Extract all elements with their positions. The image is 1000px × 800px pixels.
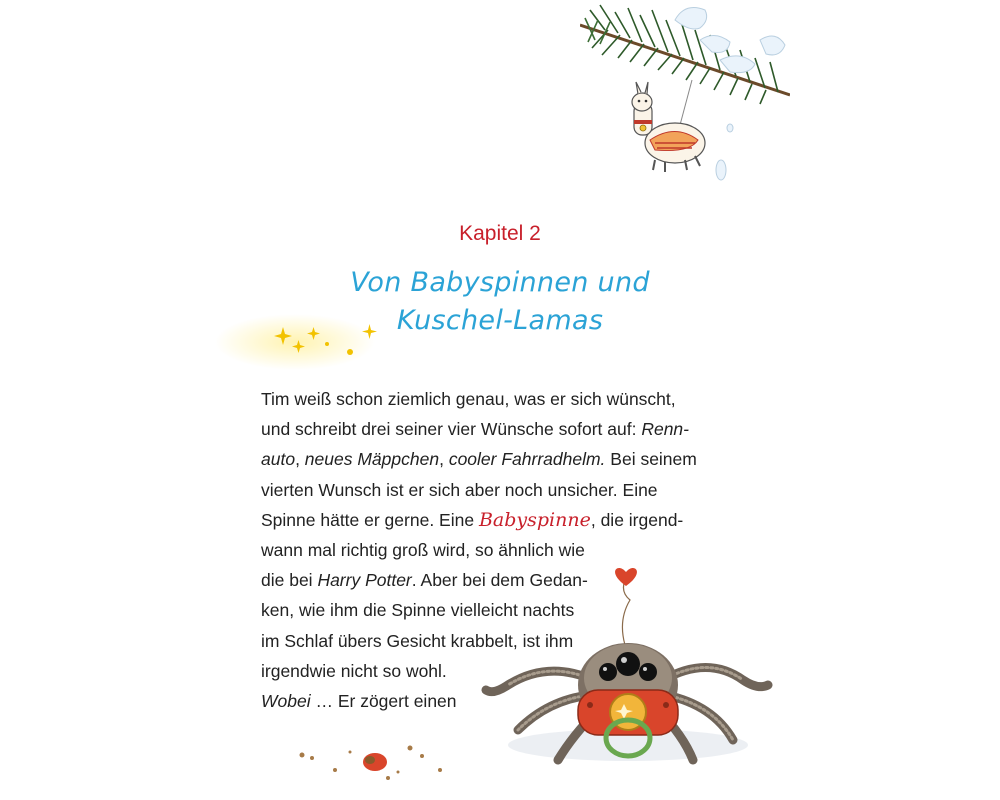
text-span: Bei seinem	[605, 449, 697, 470]
text-span: Spinne hätte er gerne. Eine	[261, 509, 479, 530]
text-span: die bei	[261, 570, 318, 591]
text-span: ken, wie ihm die Spinne vielleicht nachts	[261, 600, 575, 621]
text-line	[261, 505, 697, 535]
crumbs-decoration	[290, 730, 450, 790]
text-span: . Aber bei dem Gedan-	[411, 570, 588, 591]
spider-illustration	[478, 560, 778, 770]
chapter-number: Kapitel 2	[459, 222, 541, 245]
text-span: Tim weiß schon ziemlich genau, was er sich wünscht,	[261, 389, 676, 409]
text-span: irgendwie nicht so wohl.	[261, 660, 447, 681]
chapter-title-line-2: Kuschel-Lamas	[396, 305, 604, 336]
fir-branch-llama-illustration	[580, 0, 790, 220]
chapter-title-line-1: Von Babyspinnen und	[350, 267, 650, 298]
text-line	[261, 475, 697, 505]
text-line	[261, 414, 697, 444]
llama-ornament	[632, 82, 705, 172]
italic-text: cooler Fahrradhelm.	[448, 449, 606, 470]
text-span: ,	[439, 449, 449, 470]
text-span: wann mal richtig groß wird, so ähnlich wie	[261, 539, 585, 560]
text-span: , die irgend-	[590, 509, 684, 530]
italic-text: Wobei	[261, 690, 311, 711]
italic-text: auto	[261, 449, 296, 470]
text-line	[261, 384, 697, 414]
italic-text: neues Mäppchen	[304, 449, 440, 470]
chapter-title	[0, 264, 1000, 340]
italic-text: Harry Potter	[317, 570, 412, 591]
text-line	[261, 444, 697, 474]
text-span: … Er zögert einen	[310, 690, 457, 711]
text-span: und schreibt drei seiner vier Wünsche sofort auf:	[261, 419, 642, 440]
text-span: im Schlaf übers Gesicht krabbelt, ist ihm	[261, 630, 574, 651]
italic-text: Renn-	[641, 419, 689, 440]
heart-icon	[615, 568, 637, 586]
text-span: vierten Wunsch ist er sich aber noch unsicher. Eine	[261, 479, 658, 500]
text-span: ,	[295, 449, 305, 470]
highlight-word-babyspinne: Babyspinne	[478, 508, 591, 531]
